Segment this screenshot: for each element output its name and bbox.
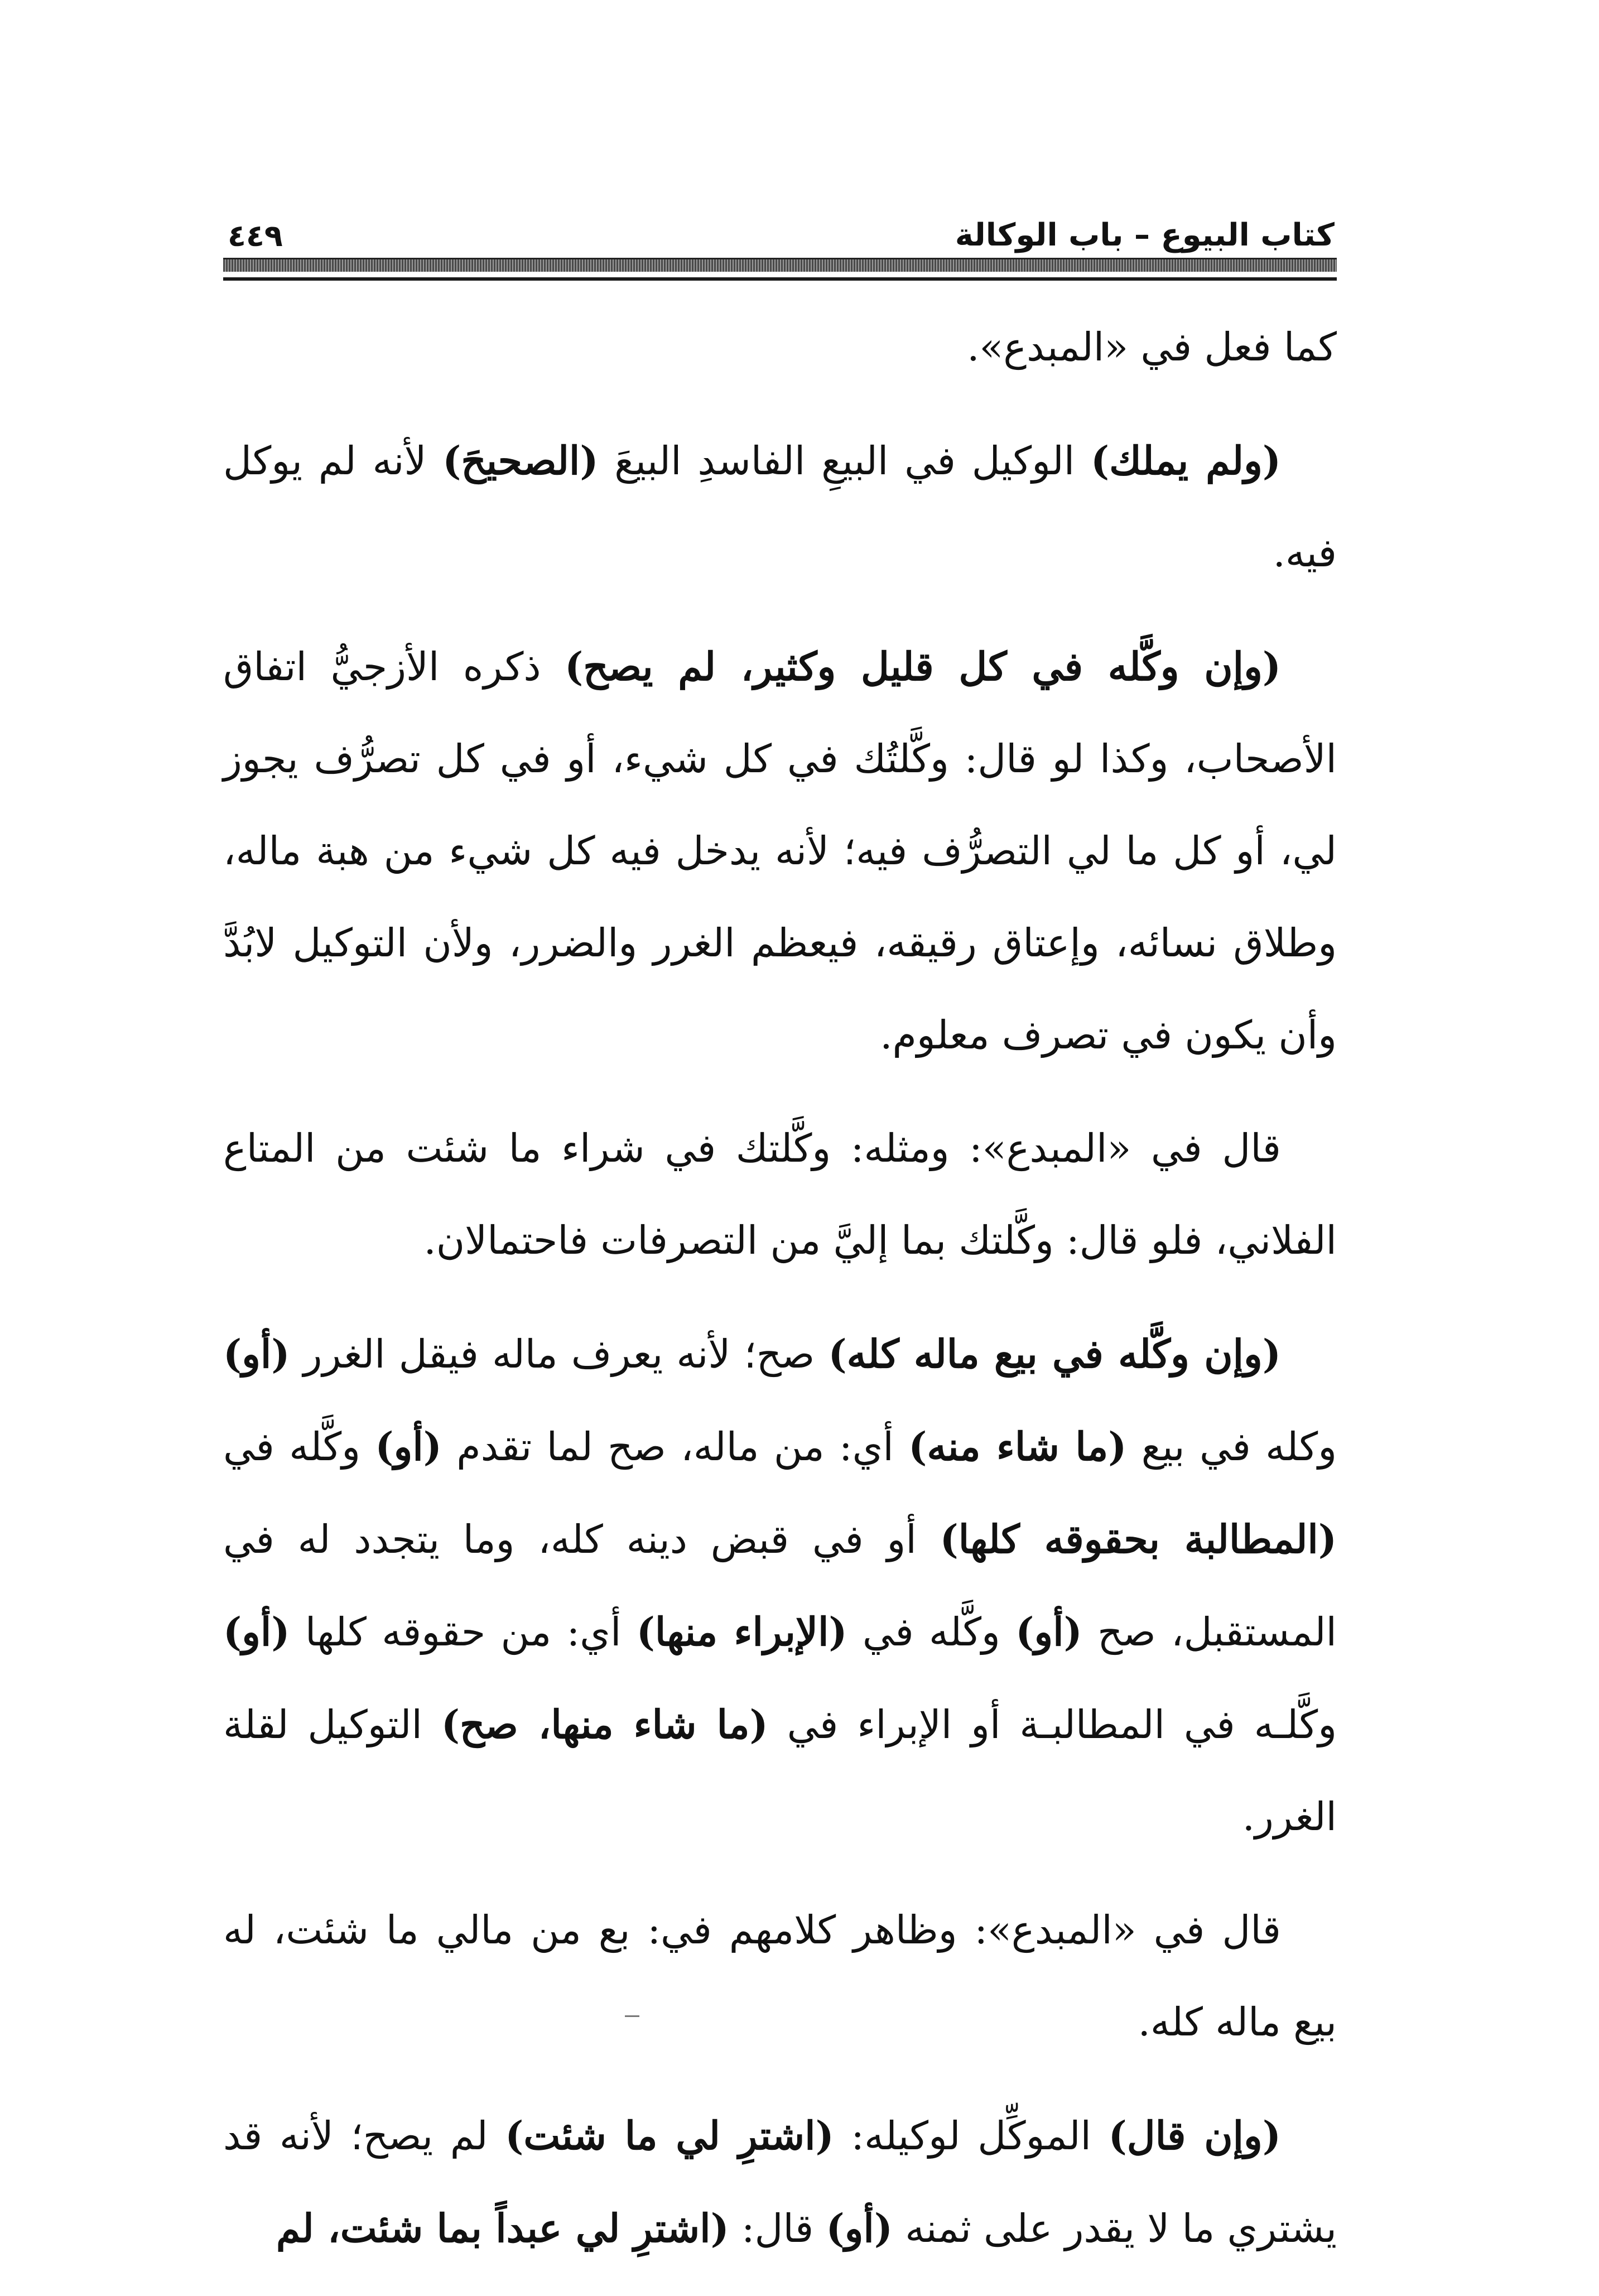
bold-text-segment: (أو) (1015, 1609, 1082, 1655)
text-segment: قال: (729, 2206, 826, 2251)
bold-text-segment: (ولم يملك) (1090, 437, 1281, 484)
text-segment: لأنه لم يوكل فيه. (223, 438, 1337, 576)
header-rule (223, 258, 1337, 272)
bold-text-segment: (اشترِ لي ما شئت) (505, 2112, 834, 2159)
paragraph (223, 620, 1337, 1081)
bold-text-segment: (وإن وكَّله في كل قليل وكثير، لم يصح) (565, 643, 1281, 690)
bold-text-segment: (الإبراء منها) (636, 1609, 847, 1655)
page-number: ٤٤٩ (228, 218, 283, 253)
text-segment: الوكيل في البيعِ الفاسدِ البيعَ (598, 438, 1091, 484)
paragraph (223, 301, 1337, 393)
bold-text-segment: (اشترِ لي عبداً بما شئت، لم (276, 2205, 729, 2251)
bold-text-segment: (أو) (375, 1423, 442, 1470)
paragraph (223, 1884, 1337, 2068)
paragraph (223, 1103, 1337, 1287)
text-segment: لم يصح؛ لأنه قد يشتري ما لا يقدر على ثمنه (223, 2113, 1337, 2251)
bold-text-segment: (ما شاء منها، صح) (441, 1701, 768, 1748)
body-text (223, 301, 1337, 2296)
text-segment: أو في قبض دينه كله، وما يتجدد له في المستقبل، صح (223, 1517, 1337, 1655)
bold-text-segment: (المطالبة بحقوقه كلها) (940, 1516, 1337, 1562)
bold-text-segment: (أو) (826, 2205, 893, 2251)
text-segment: قال في «المبدع»: وظاهر كلامهم في: بع من مالي ما شئت، له بيع ماله كله. (223, 1907, 1337, 2045)
text-segment: وكله في بيع (1126, 1424, 1337, 1470)
bold-text-segment: (وإن قال) (1108, 2112, 1281, 2159)
footer-mark (625, 2015, 639, 2017)
bold-text-segment: (وإن وكَّله في بيع ماله كله) (828, 1331, 1281, 1377)
running-header (223, 195, 1337, 251)
text-segment: كما فعل في «المبدع». (967, 324, 1337, 370)
text-segment: قال في «المبدع»: ومثله: وكَّلتك في شراء ما شئت من المتاع الفلاني، فلو قال: وكَّلتك بما إليَّ من التصرفات فاحتمالان. (223, 1125, 1337, 1263)
text-segment: صح؛ لأنه يعرف ماله فيقل الغرر (290, 1331, 829, 1377)
text-segment: ذكره الأزجيُّ اتفاق الأصحاب، وكذا لو قال: وكَّلتُك في كل شيء، أو في كل تصرُّف يجوز لي، أو كل ما لي التصرُّف فيه؛ لأنه يدخل فيه كل شيء من هبة ماله، وطلاق نسائه، وإعتاق رقيقه، فيعظم الغرر والضرر، ولأن التوكيل لابُدَّ وأن يكون في تصرف معلوم. (223, 644, 1337, 1058)
text-segment: وكَّله في (223, 1424, 375, 1470)
text-segment: أي: من ماله، صح لما تقدم (441, 1424, 909, 1470)
text-segment: وكَّله في (847, 1609, 1016, 1655)
bold-text-segment: (ما شاء منه) (908, 1423, 1127, 1470)
bold-text-segment: (أو) (223, 1331, 290, 1377)
bold-text-segment: (أو) (223, 1609, 290, 1655)
paragraph (223, 2090, 1337, 2275)
text-segment: التوكيل لقلة الغرر. (223, 1702, 1337, 1840)
header-rule-thin (223, 277, 1337, 281)
text-segment: الموكِّل لوكيله: (834, 2113, 1109, 2159)
bold-text-segment: (الصحيحَ) (442, 437, 599, 484)
paragraph (223, 415, 1337, 599)
text-segment: أي: من حقوقه كلها (290, 1609, 637, 1655)
paragraph (223, 1308, 1337, 1863)
chapter-title: كتاب البيوع – باب الوكالة (955, 217, 1335, 253)
text-segment: وكَّلـه في المطالبـة أو الإبراء في (768, 1702, 1337, 1748)
